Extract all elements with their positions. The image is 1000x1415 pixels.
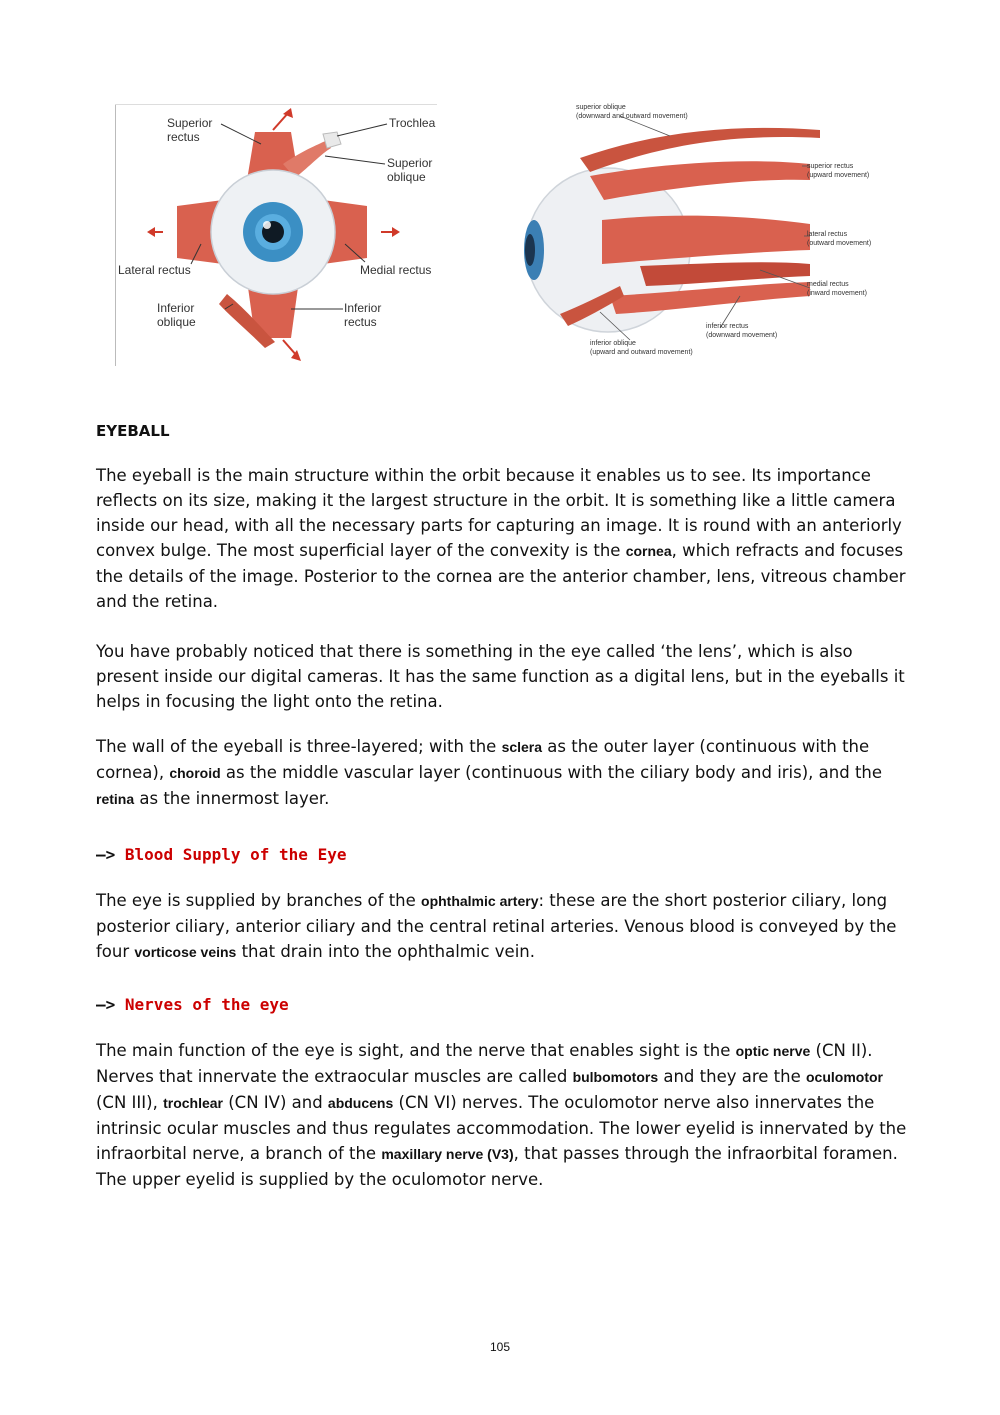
paragraph-eyeball-wall: The wall of the eyeball is three-layered; with the sclera as the outer layer (continuous with the cornea), choroid as the middle vascular layer (continuous with the ciliary body and iris), and the retina as the innermost layer. — [96, 737, 883, 808]
label-inferior-rectus-2: rectus — [344, 315, 377, 329]
label-superior-oblique-1: Superior — [387, 156, 433, 170]
term-bulbomotors: bulbomotors — [572, 1069, 659, 1085]
label-lateral-rectus: Lateral rectus — [118, 263, 191, 277]
paragraph-eyeball-intro: The eyeball is the main structure within the orbit because it enables us to see. Its importance reflects on its size, making it the largest structure in the orbit. It is something like a little camera inside our head, with all the necessary parts for capturing an image. It is round with an anteriorly convex bulge. The most superficial layer of the convexity is the cornea, which refracts and focuses the details of the image. Posterior to the cornea are the anterior chamber, lens, vitreous chamber and the retina. — [96, 466, 906, 611]
term-ophthalmic-artery: ophthalmic artery — [421, 893, 539, 909]
label-superior-rectus-1: Superior — [167, 116, 213, 130]
term-trochlear: trochlear — [163, 1095, 223, 1111]
label-medial-rectus-side: medial rectus — [807, 281, 849, 288]
label-inferior-rectus-1: Inferior — [344, 301, 382, 315]
paragraph-blood-supply: The eye is supplied by branches of the ophthalmic artery: these are the short posterior ciliary, long posterior ciliary, anterior ciliary and the central retinal arteries. Venous blood is conveyed by the four vorticose veins that drain into the ophthalmic vein. — [96, 891, 897, 961]
label-superior-rectus-2: rectus — [167, 130, 200, 144]
label-inferior-oblique-2: oblique — [157, 315, 196, 329]
superior-rectus-muscle-side — [590, 161, 810, 200]
term-maxillary-nerve: maxillary nerve (V3) — [381, 1146, 514, 1162]
term-vorticose-veins: vorticose veins — [134, 944, 237, 960]
label-superior-oblique-movement: (downward and outward movement) — [576, 113, 688, 120]
term-choroid: choroid — [169, 765, 221, 781]
label-inferior-oblique-side: inferior oblique — [590, 340, 636, 347]
label-trochlea: Trochlea — [389, 116, 436, 130]
medial-rectus-muscle-side — [640, 262, 810, 286]
label-inferior-rectus-side: inferior rectus — [706, 323, 749, 330]
label-superior-rectus-movement: (upward movement) — [807, 172, 870, 179]
label-superior-oblique: superior oblique — [576, 104, 626, 111]
label-superior-oblique-2: oblique — [387, 170, 426, 184]
paragraph-nerves: The main function of the eye is sight, and the nerve that enables sight is the optic nerve (CN II). Nerves that innervate the extraocular muscles are called bulbomotors and they are the oculomotor (CN III), trochlear (CN IV) and abducens (CN VI) nerves. The oculomotor nerve also innervates the intrinsic ocular muscles and thus regulates accommodation. The lower eyelid is innervated by the infraorbital nerve, a branch of the maxillary nerve (V3), that passes through the infraorbital foramen. The upper eyelid is supplied by the oculomotor nerve. — [96, 1041, 907, 1189]
arrow-glyph: —> — [96, 845, 116, 864]
term-oculomotor: oculomotor — [805, 1069, 883, 1085]
label-inferior-oblique-1: Inferior — [157, 301, 195, 315]
label-inferior-oblique-movement: (upward and outward movement) — [590, 349, 693, 356]
label-lateral-rectus-movement: (outward movement) — [807, 240, 872, 247]
paragraph-lens: You have probably noticed that there is something in the eye called ‘the lens’, which is also present inside our digital cameras. It has the same function as a digital lens, but in the eyeballs it helps in focusing the light onto the retina. — [96, 642, 905, 711]
page-number: 105 — [489, 1340, 511, 1354]
arrow-glyph: —> — [96, 995, 116, 1014]
lateral-rectus-muscle-side — [602, 216, 810, 264]
term-abducens: abducens — [327, 1095, 394, 1111]
label-medial-rectus: Medial rectus — [360, 263, 432, 277]
eye-muscles-anterior-diagram — [115, 104, 437, 366]
term-cornea: cornea — [625, 543, 672, 559]
subheading-nerves-title: Nerves of the eye — [124, 995, 289, 1014]
subheading-nerves — [96, 995, 289, 1014]
term-sclera: sclera — [501, 739, 543, 755]
eye-muscles-lateral-diagram — [520, 100, 900, 362]
label-superior-rectus: superior rectus — [807, 163, 854, 170]
label-medial-rectus-movement: (inward movement) — [807, 290, 867, 297]
section-title: EYEBALL — [96, 422, 170, 440]
term-retina: retina — [96, 791, 135, 807]
label-lateral-rectus-side: lateral rectus — [807, 231, 848, 238]
subheading-blood-title: Blood Supply of the Eye — [124, 845, 347, 864]
term-optic-nerve: optic nerve — [735, 1043, 811, 1059]
subheading-blood-supply — [96, 845, 346, 864]
label-inferior-rectus-movement: (downward movement) — [706, 332, 778, 339]
